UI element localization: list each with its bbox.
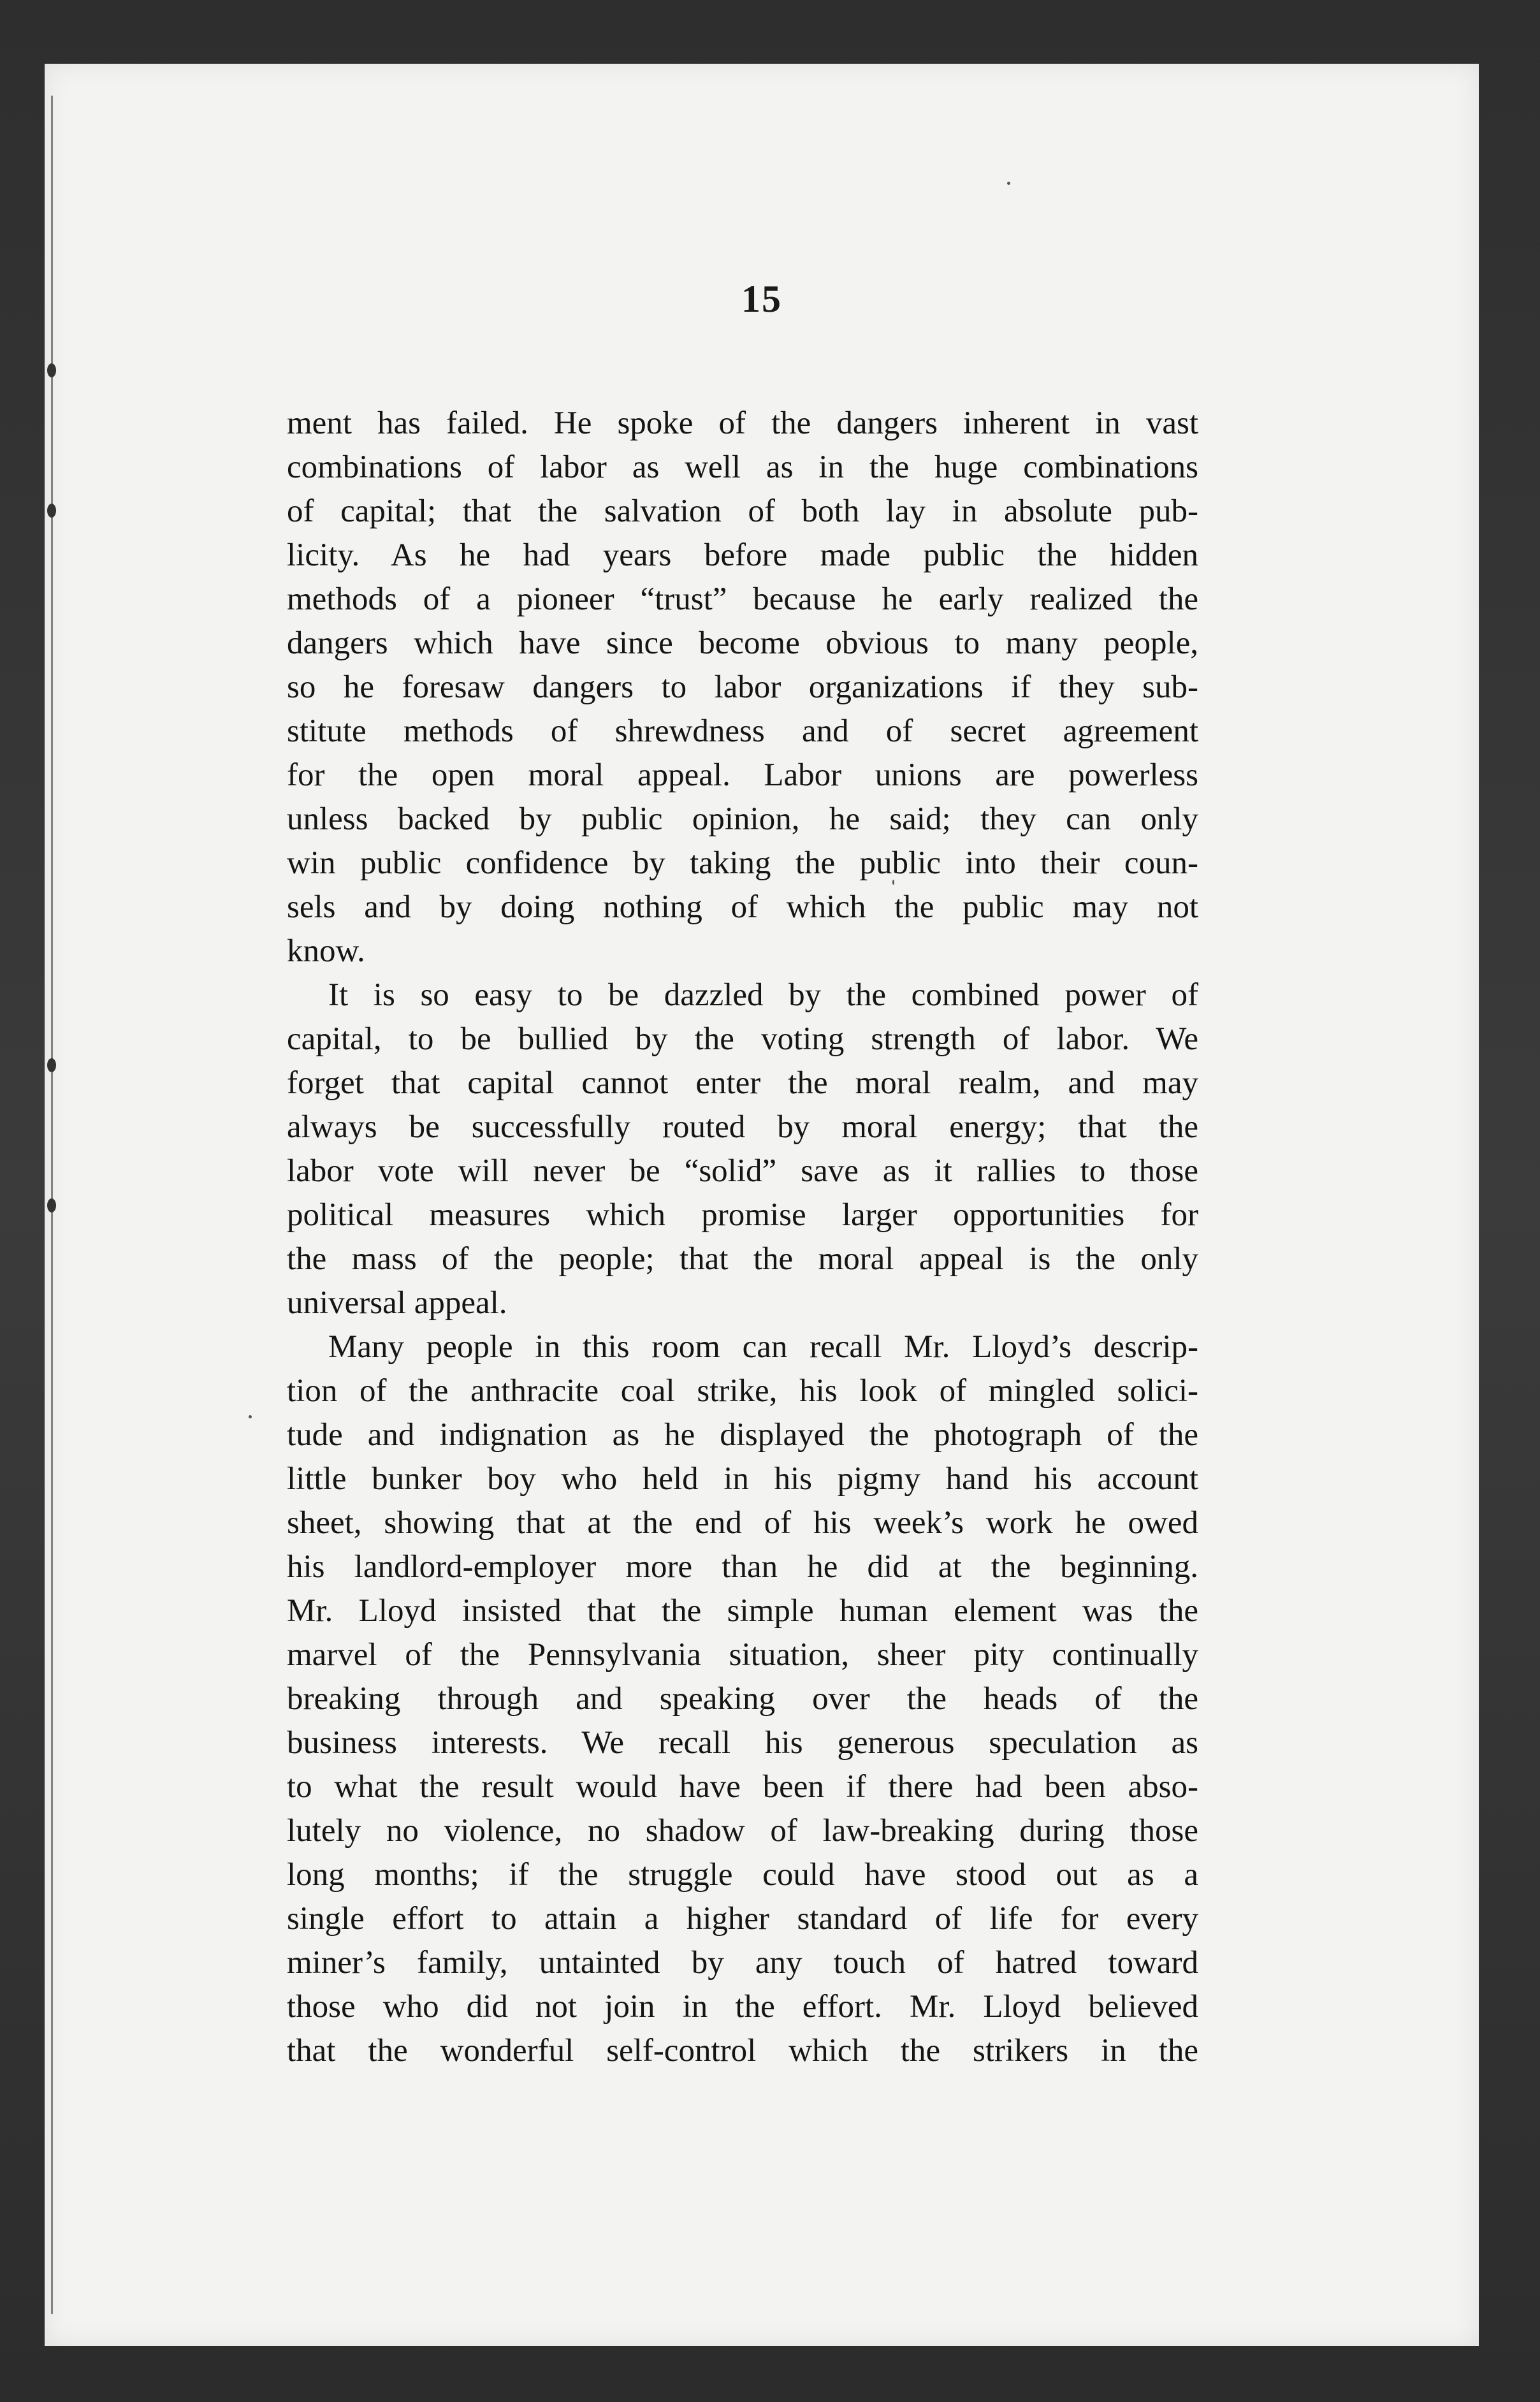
page-number: 15: [741, 278, 782, 320]
text-line: Mr. Lloyd insisted that the simple human element was the: [287, 1593, 1198, 1629]
binding-hole: [47, 1058, 56, 1072]
text-line: that the wonderful self-control which the strikers in the: [287, 2033, 1198, 2069]
text-line: labor vote will never be “solid” save as it rallies to those: [287, 1153, 1198, 1189]
book-page: [45, 64, 1479, 2346]
text-line: Many people in this room can recall Mr. Lloyd’s descrip-: [328, 1329, 1198, 1365]
text-line: to what the result would have been if there had been abso-: [287, 1769, 1198, 1805]
text-line: always be successfully routed by moral energy; that the: [287, 1109, 1198, 1145]
binding-hole: [47, 1198, 56, 1212]
text-line: so he foresaw dangers to labor organizations if they sub-: [287, 669, 1198, 705]
text-line: It is so easy to be dazzled by the combined power of: [328, 977, 1198, 1013]
text-line: ment has failed. He spoke of the dangers inherent in vast: [287, 405, 1198, 441]
text-line: lutely no violence, no shadow of law-breaking during those: [287, 1813, 1198, 1849]
text-line: capital, to be bullied by the voting strength of labor. We: [287, 1021, 1198, 1057]
text-line: methods of a pioneer “trust” because he early realized the: [287, 581, 1198, 617]
print-speck: [249, 1415, 252, 1418]
text-line: his landlord-employer more than he did at the beginning.: [287, 1549, 1198, 1585]
text-line: the mass of the people; that the moral appeal is the only: [287, 1241, 1198, 1277]
text-line: single effort to attain a higher standard of life for every: [287, 1901, 1198, 1937]
text-line: those who did not join in the effort. Mr. Lloyd believed: [287, 1989, 1198, 2025]
text-line: long months; if the struggle could have stood out as a: [287, 1857, 1198, 1893]
text-line: of capital; that the salvation of both lay in absolute pub-: [287, 493, 1198, 529]
print-speck: [1007, 182, 1010, 185]
text-line: little bunker boy who held in his pigmy hand his account: [287, 1461, 1198, 1497]
text-line: know.: [287, 933, 365, 969]
text-line: marvel of the Pennsylvania situation, sheer pity continually: [287, 1637, 1198, 1673]
binding-hole: [47, 363, 56, 377]
text-line: for the open moral appeal. Labor unions are powerless: [287, 757, 1198, 793]
text-line: sels and by doing nothing of which the public may not: [287, 889, 1198, 925]
text-line: tion of the anthracite coal strike, his look of mingled solici-: [287, 1373, 1198, 1409]
text-line: tude and indignation as he displayed the photograph of the: [287, 1417, 1198, 1453]
text-line: unless backed by public opinion, he said; they can only: [287, 801, 1198, 837]
text-line: combinations of labor as well as in the huge combinations: [287, 449, 1198, 485]
text-line: dangers which have since become obvious to many people,: [287, 625, 1198, 661]
text-line: miner’s family, untainted by any touch of hatred toward: [287, 1945, 1198, 1981]
text-line: licity. As he had years before made public the hidden: [287, 537, 1198, 573]
text-line: sheet, showing that at the end of his week’s work he owed: [287, 1505, 1198, 1541]
text-line: political measures which promise larger opportunities for: [287, 1197, 1198, 1233]
text-line: forget that capital cannot enter the moral realm, and may: [287, 1065, 1198, 1101]
text-line: win public confidence by taking the public into their coun-: [287, 845, 1198, 881]
text-line: breaking through and speaking over the heads of the: [287, 1681, 1198, 1717]
binding-hole: [47, 504, 56, 518]
text-line: stitute methods of shrewdness and of secret agreement: [287, 713, 1198, 749]
text-line: business interests. We recall his generous speculation as: [287, 1725, 1198, 1761]
text-line: universal appeal.: [287, 1285, 507, 1321]
body-text: [287, 402, 1198, 2073]
